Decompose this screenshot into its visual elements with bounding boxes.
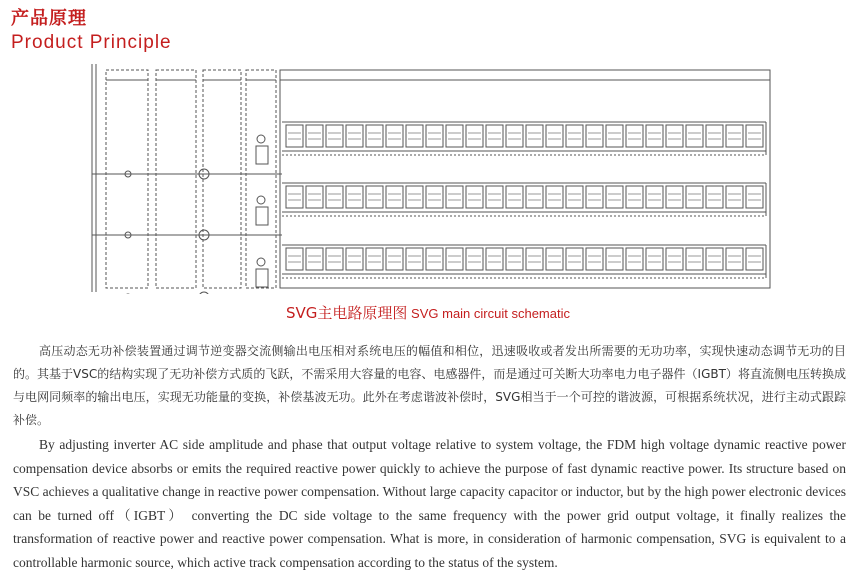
reactor-block <box>246 70 276 288</box>
power-module <box>306 125 323 147</box>
power-module <box>626 248 643 270</box>
ct-symbol <box>199 292 209 294</box>
power-module <box>746 248 763 270</box>
converter-cabinet <box>280 70 770 288</box>
power-module <box>506 186 523 208</box>
power-module <box>326 248 343 270</box>
figure-caption <box>0 302 856 323</box>
power-module <box>686 248 703 270</box>
power-module <box>386 248 403 270</box>
section-title-en: Product Principle <box>11 32 172 53</box>
power-module <box>666 248 683 270</box>
power-module <box>326 186 343 208</box>
power-module <box>666 125 683 147</box>
principle-paragraph-en: By adjusting inverter AC side amplitude and phase that output voltage relative to system voltage, the FDM high voltage dynamic reactive power compensation device absorbs or emits the required reactive power quickly to achieve the purpose of fast dynamic reactive power. Its structure based on VSC achieves a qualitative change in reactive power compensation. Without large capacity capacitor or inductor, but by the high power electronic devices can be turned off（IGBT） converting the DC side voltage to the same frequency with the power grid output voltage, it finally realizes the transformation of reactive power and reactive power compensation. What is more, in consideration of harmonic compensation, SVG is equivalent to a controllable harmonic source, which active track compensation according to the status of the system. <box>13 437 846 570</box>
svg-main-circuit-schematic <box>86 62 776 294</box>
power-module <box>346 248 363 270</box>
power-module <box>366 248 383 270</box>
power-module <box>286 186 303 208</box>
power-module <box>686 125 703 147</box>
reactor-coil <box>256 269 268 287</box>
power-module <box>506 248 523 270</box>
power-module <box>486 248 503 270</box>
power-module <box>366 186 383 208</box>
power-module <box>686 186 703 208</box>
power-module <box>566 125 583 147</box>
power-module <box>586 186 603 208</box>
power-module <box>566 248 583 270</box>
power-module <box>406 186 423 208</box>
ct-block <box>203 70 241 288</box>
reactor-symbol <box>257 258 265 266</box>
power-module <box>426 186 443 208</box>
power-module <box>546 186 563 208</box>
power-module <box>586 248 603 270</box>
figure-caption-zh: SVG主电路原理图 <box>286 304 408 322</box>
power-module <box>426 125 443 147</box>
power-module <box>626 125 643 147</box>
power-module <box>326 125 343 147</box>
reactor-coil <box>256 146 268 164</box>
power-module <box>706 248 723 270</box>
power-module <box>646 248 663 270</box>
power-module <box>606 248 623 270</box>
power-module <box>286 248 303 270</box>
power-module <box>446 186 463 208</box>
filter-block <box>156 70 196 288</box>
power-module <box>646 125 663 147</box>
power-module <box>666 186 683 208</box>
power-module <box>466 125 483 147</box>
power-module <box>466 248 483 270</box>
breaker-block <box>106 70 148 288</box>
power-module <box>726 125 743 147</box>
power-module <box>506 125 523 147</box>
power-module <box>726 186 743 208</box>
power-module <box>626 186 643 208</box>
power-module <box>566 186 583 208</box>
power-module <box>286 125 303 147</box>
power-module <box>706 125 723 147</box>
power-module <box>446 248 463 270</box>
power-module <box>646 186 663 208</box>
principle-paragraph-zh: 高压动态无功补偿装置通过调节逆变器交流侧输出电压相对系统电压的幅值和相位，迅速吸收或者发出所需要的无功功率，实现快速动态调节无功的目的。其基于VSC的结构实现了无功补偿方式质的飞跃，不需采用大容量的电容、电感器件，而是通过可关断大功率电力电子器件（IGBT）将直流侧电压转换成与电网同频率的输出电压，实现无功能量的变换，补偿基波无功。此外在考虑谐波补偿时，SVG相当于一个可控的谐波源，可根据系统状况，进行主动式跟踪补偿。 <box>13 344 846 427</box>
reactor-symbol <box>257 135 265 143</box>
power-module <box>366 125 383 147</box>
figure-caption-en: SVG main circuit schematic <box>411 306 570 321</box>
power-module <box>746 186 763 208</box>
power-module <box>426 248 443 270</box>
power-module <box>706 186 723 208</box>
power-module <box>306 186 323 208</box>
power-module <box>746 125 763 147</box>
section-title-zh: 产品原理 <box>11 8 87 29</box>
power-module <box>406 125 423 147</box>
power-module <box>386 125 403 147</box>
power-module <box>486 125 503 147</box>
power-module <box>406 248 423 270</box>
power-module <box>526 248 543 270</box>
power-module <box>346 125 363 147</box>
reactor-symbol <box>257 196 265 204</box>
power-module <box>546 125 563 147</box>
reactor-coil <box>256 207 268 225</box>
power-module <box>526 186 543 208</box>
power-module <box>486 186 503 208</box>
power-module <box>526 125 543 147</box>
power-module <box>606 186 623 208</box>
power-module <box>346 186 363 208</box>
power-module <box>546 248 563 270</box>
power-module <box>446 125 463 147</box>
power-module <box>386 186 403 208</box>
power-module <box>306 248 323 270</box>
power-module <box>586 125 603 147</box>
power-module <box>466 186 483 208</box>
power-module <box>606 125 623 147</box>
power-module <box>726 248 743 270</box>
